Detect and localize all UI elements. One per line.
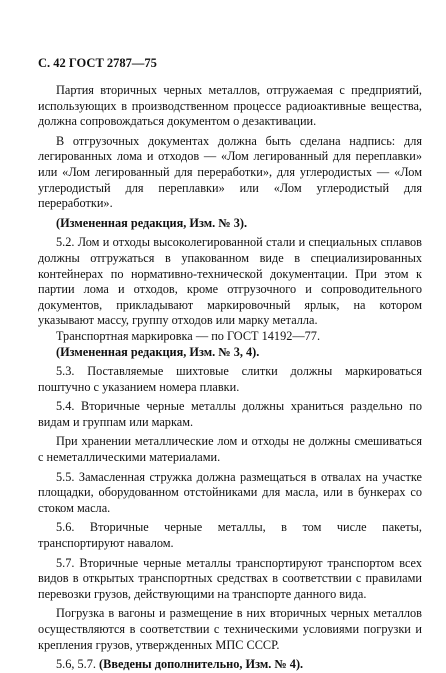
page-header: С. 42 ГОСТ 2787—75 [38,56,157,70]
paragraph: Погрузка в вагоны и размещение в них вторичных черных металлов осуществляются в соответствии с техническими условиями погрузки и крепления грузов, утвержденных МПС СССР. [38,606,422,652]
document-page [38,56,422,673]
paragraph: 5.3. Поставляемые шихтовые слитки должны маркироваться поштучно с указанием номера плавки. [38,364,422,394]
amendment-prefix: 5.6, 5.7. [56,657,100,672]
paragraph: 5.2. Лом и отходы высоколегированной стали и специальных сплавов должны отгружаться в упакованном виде в специализированных контейнерах по нормативно-технической документации. При этом к партии лома и отходов, кроме отгрузочного и сопроводительного документов, прикладывают маркировочный ярлык, на котором указывают массу, группу отходов или марку металла. [38,235,422,328]
paragraph: В отгрузочных документах должна быть сделана надпись: для легированных лома и отходов — «Лом легированный для переплавки» или «Лом легированный для переработки», для углеродистых — «Лом углеродистый для переплавки» или «Лом углеродистый для переработки». [38,133,422,211]
paragraph: 5.7. Вторичные черные металлы транспортируют транспортом всех видов в открытых транспортных средствах в соответствии с правилами перевозки грузов, действующими на транспорте данного вида. [38,555,422,601]
amendment-note [38,657,422,673]
paragraph: При хранении металлические лом и отходы не должны смешиваться с неметаллическими материалами. [38,434,422,465]
paragraph: Транспортная маркировка — по ГОСТ 14192—77. [56,328,321,343]
amendment-note: (Измененная редакция, Изм. № 3). [56,215,248,230]
paragraph: 5.4. Вторичные черные металлы должны храниться раздельно по видам и группам или маркам. [38,399,422,429]
amendment-text: (Введены дополнительно, Изм. № 4). [99,657,304,672]
amendment-note: (Измененная редакция, Изм. № 3, 4). [56,344,260,359]
paragraph: 5.6. Вторичные черные металлы, в том числе пакеты, транспортируют навалом. [38,520,422,551]
paragraph: Партия вторичных черных металлов, отгружаемая с предприятий, использующих в производственном процессе радиоактивные вещества, должна сопровождаться документом о дезактивации. [38,83,422,129]
paragraph: 5.5. Замасленная стружка должна размещаться в отвалах на участке площадки, оборудованном отстойниками для масла, или в бункерах со стоком масла. [38,469,422,515]
